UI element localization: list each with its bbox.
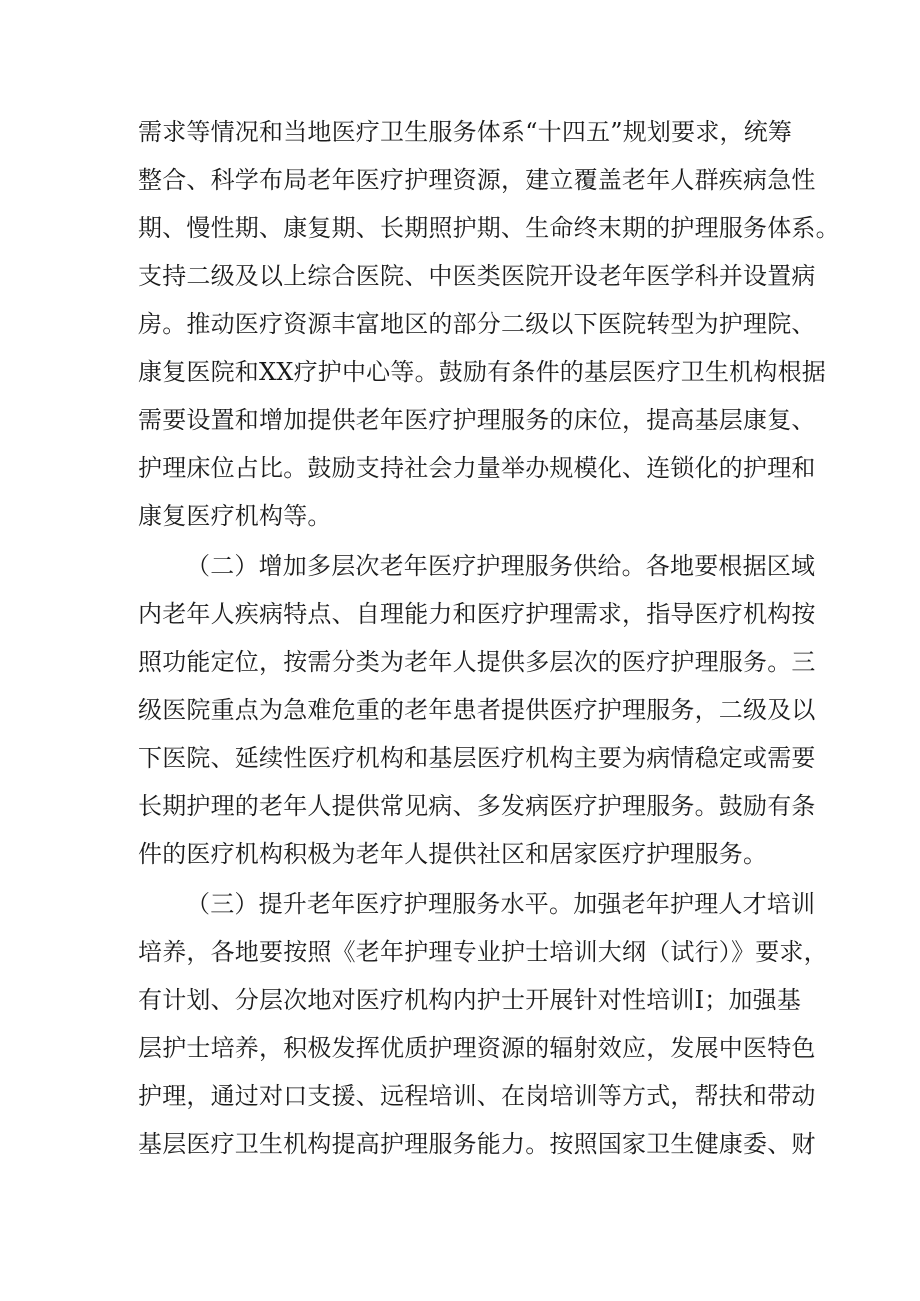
text-line: 层护士培养，积极发挥优质护理资源的辐射效应，发展中医特色 [138, 1034, 816, 1062]
paragraph-heading-line: （二）增加多层次老年医疗护理服务供给。各地要根据区域 [186, 552, 816, 580]
text-line: 下医院、延续性医疗机构和基层医疗机构主要为病情稳定或需要 [138, 744, 816, 772]
text-line: 房。推动医疗资源丰富地区的部分二级以下医院转型为护理院、 [138, 310, 816, 338]
paragraph-heading-line: （三）提升老年医疗护理服务水平。加强老年护理人才培训 [186, 890, 816, 918]
text-line: 级医院重点为急难危重的老年患者提供医疗护理服务，二级及以 [138, 696, 816, 724]
text-line: 期、慢性期、康复期、长期照护期、生命终末期的护理服务体系。 [138, 214, 840, 242]
text-line: 培养，各地要按照《老年护理专业护士培训大纲（试行）》要求， [138, 938, 828, 966]
text-line: 内老年人疾病特点、自理能力和医疗护理需求，指导医疗机构按 [138, 600, 816, 628]
text-line: 长期护理的老年人提供常见病、多发病医疗护理服务。鼓励有条 [138, 792, 816, 820]
text-line: 康复医疗机构等。 [138, 502, 332, 530]
text-line: 基层医疗卫生机构提高护理服务能力。按照国家卫生健康委、财 [138, 1130, 816, 1158]
text-line: 需求等情况和当地医疗卫生服务体系“十四五”规划要求，统筹 [138, 118, 793, 146]
text-line: 护理，通过对口支援、远程培训、在岗培训等方式，帮扶和带动 [138, 1082, 816, 1110]
text-line: 康复医院和XX疗护中心等。鼓励有条件的基层医疗卫生机构根据 [138, 358, 826, 386]
text-line: 件的医疗机构积极为老年人提供社区和居家医疗护理服务。 [138, 840, 768, 868]
text-line: 需要设置和增加提供老年医疗护理服务的床位，提高基层康复、 [138, 406, 816, 434]
text-line: 有计划、分层次地对医疗机构内护士开展针对性培训I；加强基 [138, 986, 802, 1014]
text-line: 整合、科学布局老年医疗护理资源，建立覆盖老年人群疾病急性 [138, 166, 816, 194]
text-line: 照功能定位，按需分类为老年人提供多层次的医疗护理服务。三 [138, 648, 816, 676]
text-line: 护理床位占比。鼓励支持社会力量举办规模化、连锁化的护理和 [138, 454, 816, 482]
text-line: 支持二级及以上综合医院、中医类医院开设老年医学科并设置病 [138, 262, 816, 290]
